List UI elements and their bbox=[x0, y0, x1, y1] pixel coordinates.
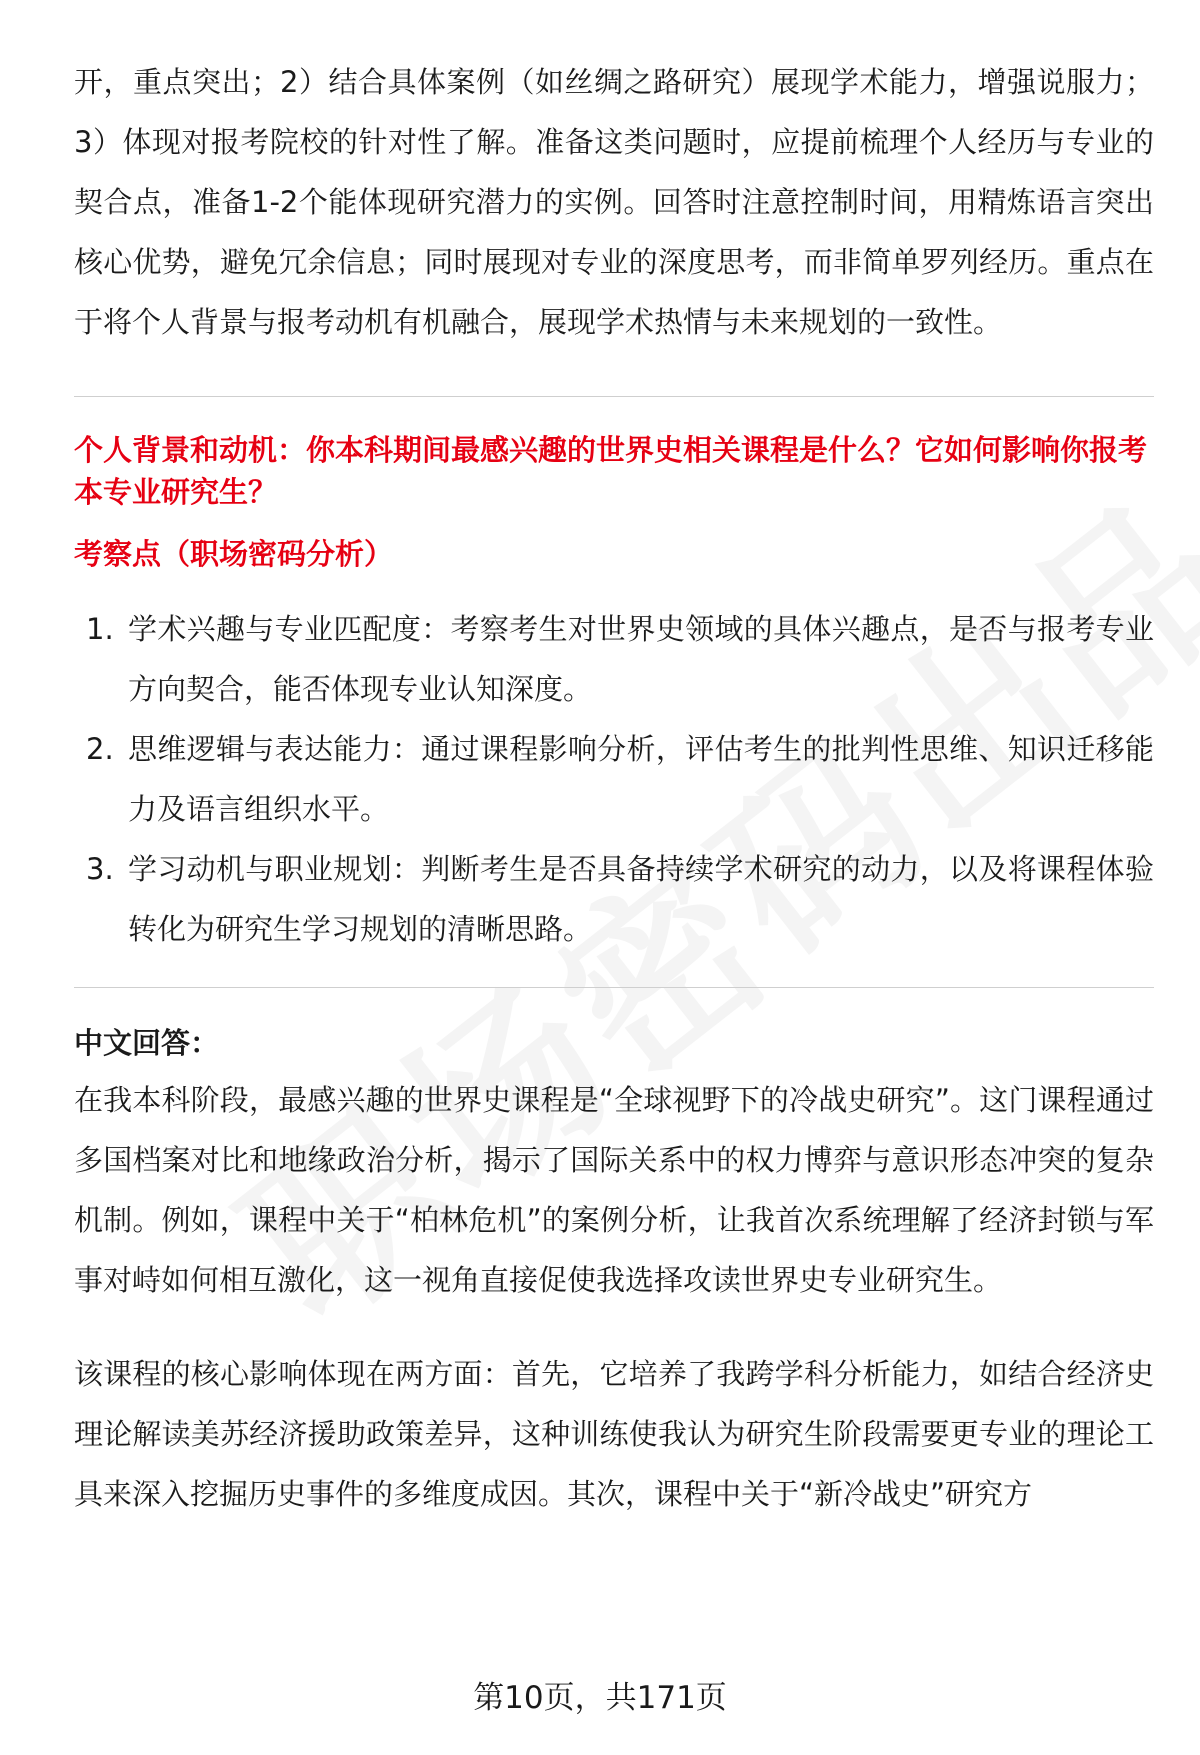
list-item-text: 学术兴趣与专业匹配度：考察考生对世界史领域的具体兴趣点，是否与报考专业方向契合，能否体现专业认知深度。 bbox=[128, 612, 1154, 706]
answer-paragraph-1: 在我本科阶段，最感兴趣的世界史课程是“全球视野下的冷战史研究”。这门课程通过多国档案对比和地缘政治分析，揭示了国际关系中的权力博弈与意识形态冲突的复杂机制。例如，课程中关于“柏林危机”的案例分析，让我首次系统理解了经济封锁与军事对峙如何相互激化，这一视角直接促使我选择攻读世界史专业研究生。 bbox=[74, 1083, 1154, 1297]
list-item-number: 1. bbox=[86, 612, 114, 646]
section-divider bbox=[74, 396, 1154, 397]
list-item-number: 2. bbox=[86, 732, 114, 766]
list-item bbox=[74, 839, 1154, 959]
assessment-points-list bbox=[74, 599, 1154, 959]
intro-paragraph: 开，重点突出；2）结合具体案例（如丝绸之路研究）展现学术能力，增强说服力；3）体现对报考院校的针对性了解。准备这类问题时，应提前梳理个人经历与专业的契合点，准备1-2个能体现研究潜力的实例。回答时注意控制时间，用精炼语言突出核心优势，避免冗余信息；同时展现对专业的深度思考，而非简单罗列经历。重点在于将个人背景与报考动机有机融合，展现学术热情与未来规划的一致性。 bbox=[74, 65, 1154, 339]
section-divider bbox=[74, 987, 1154, 988]
list-item bbox=[74, 599, 1154, 719]
list-item-number: 3. bbox=[86, 852, 114, 886]
list-item-text: 思维逻辑与表达能力：通过课程影响分析，评估考生的批判性思维、知识迁移能力及语言组织水平。 bbox=[128, 732, 1154, 826]
points-heading: 考察点（职场密码分析） bbox=[74, 537, 394, 571]
page-number-footer: 第10页，共171页 bbox=[473, 1680, 727, 1716]
answer-paragraph-2: 该课程的核心影响体现在两方面：首先，它培养了我跨学科分析能力，如结合经济史理论解读美苏经济援助政策差异，这种训练使我认为研究生阶段需要更专业的理论工具来深入挖掘历史事件的多维度成因。其次，课程中关于“新冷战史”研究方 bbox=[74, 1357, 1154, 1511]
list-item bbox=[74, 719, 1154, 839]
answer-heading: 中文回答： bbox=[74, 1026, 220, 1060]
list-item-text: 学习动机与职业规划：判断考生是否具备持续学术研究的动力，以及将课程体验转化为研究生学习规划的清晰思路。 bbox=[128, 852, 1154, 946]
document-page bbox=[74, 52, 1154, 1524]
question-title: 个人背景和动机：你本科期间最感兴趣的世界史相关课程是什么？它如何影响你报考本专业研究生？ bbox=[74, 433, 1148, 509]
